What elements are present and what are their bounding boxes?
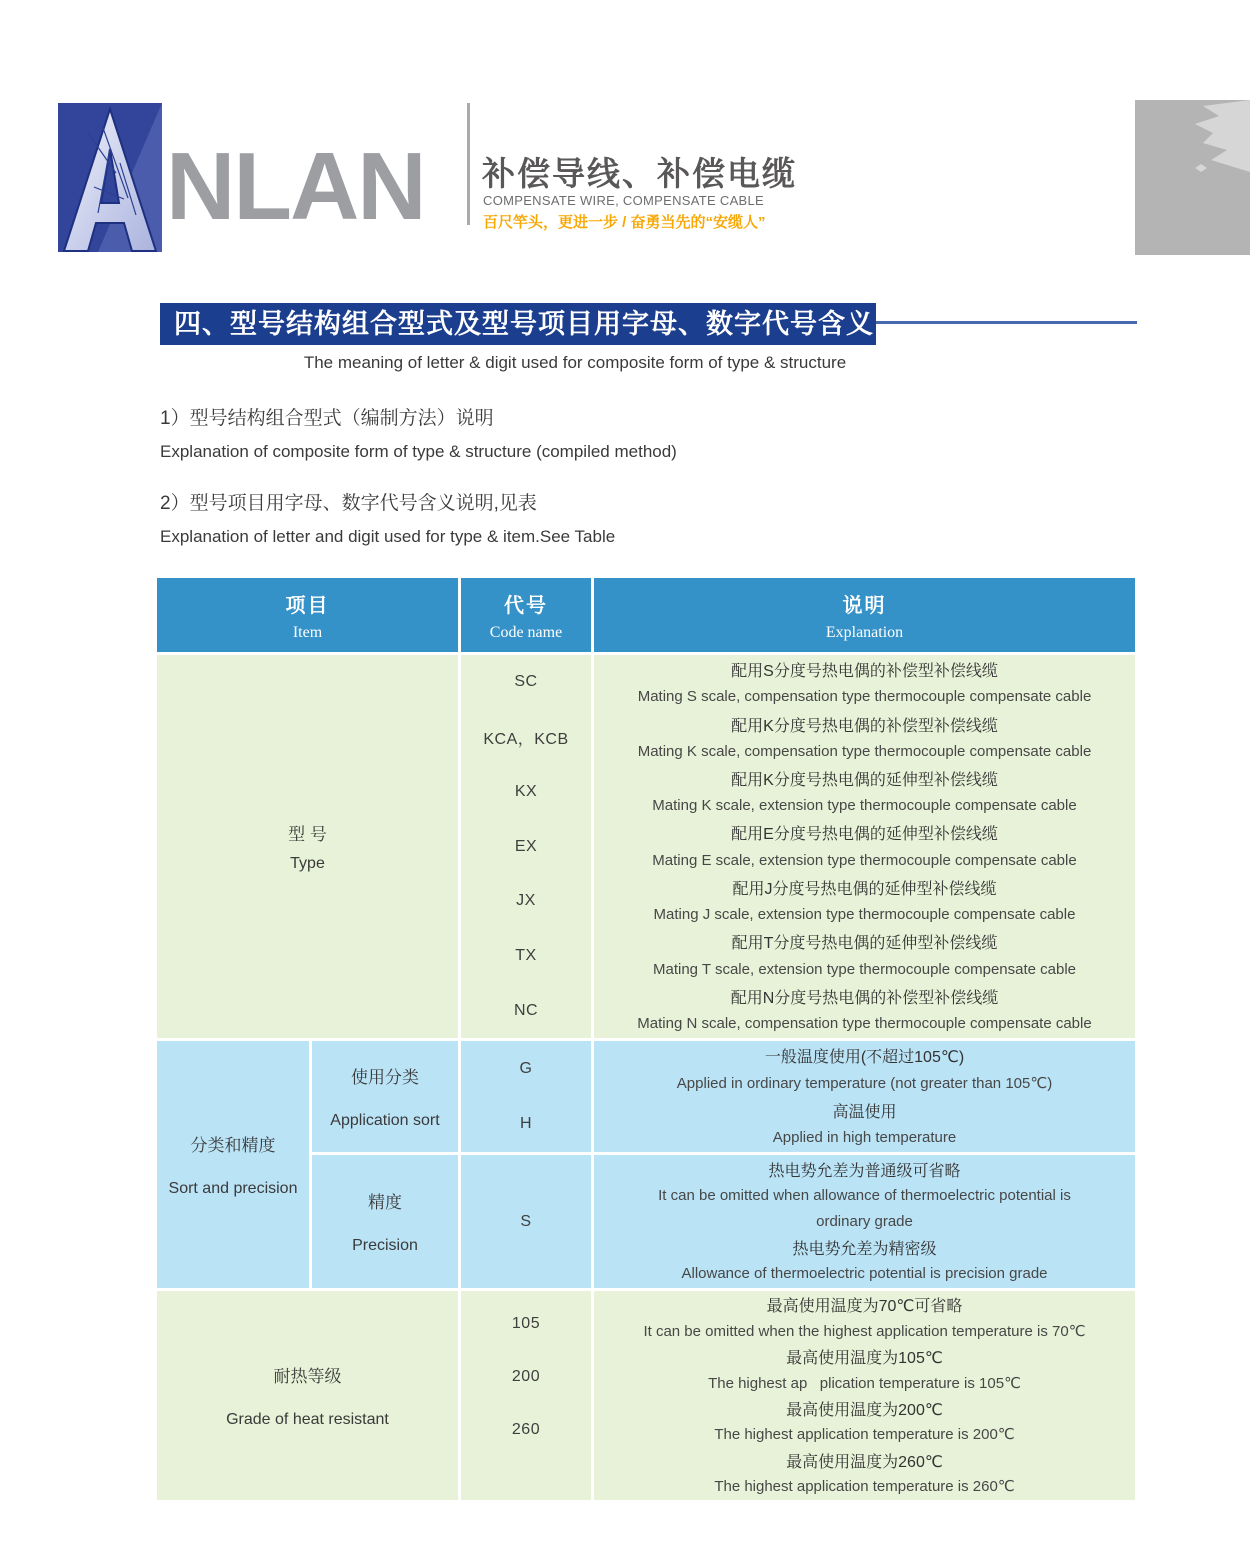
explanation-line: 配用E分度号热电偶的延伸型补偿线缆 [731,826,998,844]
code-h: H [519,1115,533,1133]
map-silhouette-icon [1135,100,1250,255]
type-codes-cell [461,655,591,1038]
code-tx: TX [515,946,537,964]
explanation-line: Mating N scale, compensation type thermocouple compensate cable [637,1014,1092,1032]
precision-cn: 精度 [368,1193,402,1212]
code-sc: SC [514,673,538,691]
header-exp-cn: 说明 [842,594,887,617]
explanation-line: 最高使用温度为200℃ [786,1401,943,1419]
brand-tagline: 百尺竿头，更进一步 / 奋勇当先的“安缆人” [483,214,766,231]
notes-block [160,403,960,547]
sort-item-cn: 分类和精度 [190,1136,276,1155]
header-divider [467,103,470,225]
explanation-line: 配用T分度号热电偶的延伸型补偿线缆 [731,935,998,953]
explanation-line: 配用K分度号热电偶的延伸型补偿线缆 [731,771,998,789]
note-2-cn: 2）型号项目用字母、数字代号含义说明,见表 [160,493,537,514]
table-section-type [157,655,1135,1038]
precision-explanation [594,1155,1135,1288]
explanation-line: 配用N分度号热电偶的补偿型补偿线缆 [730,989,999,1007]
type-item-en: Type [290,855,325,872]
code-ex: EX [514,837,538,855]
table-header-explanation [594,578,1135,652]
header-exp-en: Explanation [825,623,904,641]
heat-explanation-cell [594,1291,1135,1500]
code-nc: NC [513,1001,539,1019]
page-header-title-cn: 补偿导线、补偿电缆 [482,155,797,192]
note-2-en: Explanation of letter and digit used for type & item.See Table [160,527,616,546]
explanation-line: Mating K scale, compensation type thermocouple compensate cable [637,742,1092,760]
explanation-line: Allowance of thermoelectric potential is precision grade [681,1265,1048,1283]
code-s: S [520,1212,532,1230]
explanation-line: Mating T scale, extension type thermocouple compensate cable [652,960,1077,978]
explanation-line: It can be omitted when allowance of thermoelectric potential is [658,1186,1071,1204]
explanation-line: 最高使用温度为105℃ [786,1350,943,1368]
heat-item-en: Grade of heat resistant [226,1411,389,1428]
explanation-line: Mating E scale, extension type thermocouple compensate cable [652,851,1077,869]
sort-subrows [312,1041,1135,1288]
code-jx: JX [516,892,536,910]
code-g: G [519,1059,533,1077]
explanation-line: 热电势允差为精密级 [792,1241,937,1259]
note-1-cn: 1）型号结构组合型式（编制方法）说明 [160,408,494,429]
explanation-line: Applied in ordinary temperature (not greater than 105℃) [676,1074,1053,1092]
heat-item-cn: 耐热等级 [273,1367,342,1386]
logo-a-icon [58,103,162,252]
type-explanation-cell [594,655,1135,1038]
explanation-line: The highest application temperature is 200℃ [714,1426,1015,1444]
explanation-line: 配用J分度号热电偶的延伸型补偿线缆 [732,880,997,898]
heat-item-cell [157,1291,458,1500]
explanation-line: 热电势允差为普通级可省略 [768,1162,961,1180]
explanation-line: 最高使用温度为260℃ [786,1453,943,1471]
table-header-item [157,578,458,652]
application-sort-cell [312,1041,458,1152]
explanation-line: Mating K scale, extension type thermocouple compensate cable [652,797,1077,815]
code-200: 200 [511,1367,541,1385]
application-sort-cn: 使用分类 [351,1068,419,1087]
note-1-en: Explanation of composite form of type & structure (compiled method) [160,442,677,461]
table-header-row [157,578,1135,652]
header-code-cn: 代号 [504,594,548,617]
explanation-line: Mating S scale, compensation type thermocouple compensate cable [637,688,1092,706]
explanation-line: 最高使用温度为70℃可省略 [766,1298,963,1316]
section-title-bar: 四、型号结构组合型式及型号项目用字母、数字代号含义 [160,303,876,345]
application-sort-en: Application sort [330,1112,440,1129]
code-meaning-table [157,578,1135,1500]
explanation-line: 一般温度使用(不超过105℃) [764,1049,965,1067]
explanation-line: Applied in high temperature [772,1128,957,1146]
explanation-line: 高温使用 [832,1103,897,1121]
code-260: 260 [511,1420,541,1438]
type-item-cell [157,655,458,1038]
header-code-en: Code name [489,623,563,641]
explanation-line: Mating J scale, extension type thermocouple compensate cable [653,906,1076,924]
code-105: 105 [511,1314,541,1332]
page-header-title-en: COMPENSATE WIRE, COMPENSATE CABLE [483,193,765,208]
sort-item-en: Sort and precision [168,1180,298,1197]
explanation-line: 配用K分度号热电偶的补偿型补偿线缆 [731,717,998,735]
sort-item-cell [157,1041,309,1288]
table-section-sort-precision [157,1041,1135,1288]
section-title-rule [876,321,1137,324]
corner-graphic [1135,100,1250,255]
precision-row [312,1155,1135,1288]
code-kx: KX [514,782,538,800]
explanation-line: The highest ap plication temperature is 105℃ [708,1374,1021,1392]
application-sort-explanation [594,1041,1135,1152]
anlan-logo [58,103,162,252]
explanation-line: The highest application temperature is 260℃ [714,1478,1015,1496]
application-sort-codes [461,1041,591,1152]
table-header-code [461,578,591,652]
precision-cell [312,1155,458,1288]
logo-wordmark: NLAN [166,133,425,240]
precision-codes [461,1155,591,1288]
precision-en: Precision [352,1237,418,1254]
table-section-heat-grade [157,1291,1135,1500]
code-kca-kcb: KCA，KCB [483,730,569,748]
type-item-cn: 型 号 [288,825,327,844]
explanation-line: 配用S分度号热电偶的补偿型补偿线缆 [731,663,998,681]
heat-codes-cell [461,1291,591,1500]
header-item-cn: 项目 [285,594,330,617]
section-subtitle-en: The meaning of letter & digit used for composite form of type & structure [303,353,847,372]
explanation-line: It can be omitted when the highest application temperature is 70℃ [643,1322,1086,1340]
explanation-line: ordinary grade [816,1213,913,1230]
application-sort-row [312,1041,1135,1152]
header-item-en: Item [292,623,323,641]
